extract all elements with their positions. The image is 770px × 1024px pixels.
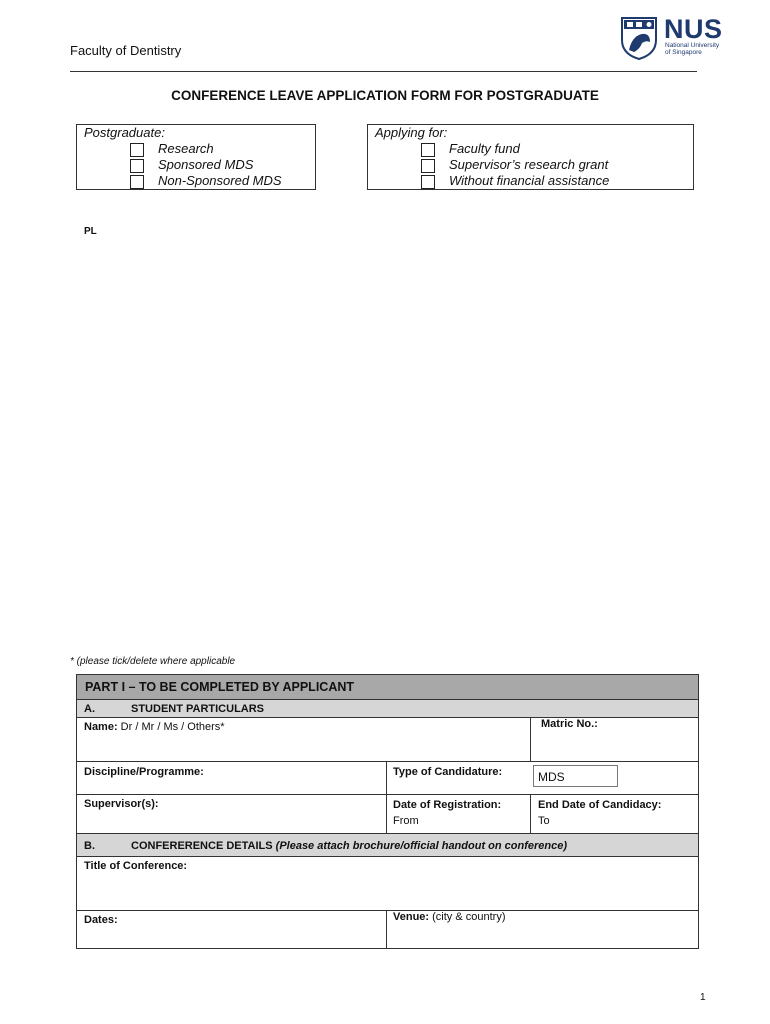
conference-title-label: Title of Conference: [84,860,188,872]
divider [77,794,698,795]
section-b-title: CONFERERENCE DETAILS [131,840,273,852]
nus-logo [620,16,740,64]
section-a-title: STUDENT PARTICULARS [131,703,265,715]
venue-label: Venue: [393,911,430,923]
name-field[interactable] [84,721,225,733]
option-label: Research [158,141,214,156]
venue-hint: (city & country) [429,911,506,923]
postgraduate-heading: Postgraduate: [84,125,165,140]
divider [386,761,387,833]
option-label: Supervisor’s research grant [449,157,609,172]
logo-wordmark: NUS [664,14,723,44]
divider [77,910,698,911]
divider [530,717,531,761]
discipline-label: Discipline/Programme: [84,766,204,778]
faculty-fund-checkbox[interactable] [421,143,435,157]
part1-header-text: PART I – TO BE COMPLETED BY APPLICANT [85,680,355,694]
supervisor-grant-checkbox[interactable] [421,159,435,173]
registration-label: Date of Registration: [393,799,502,811]
candidacy-label: End Date of Candidacy: [538,799,662,811]
option-label: Sponsored MDS [158,157,254,172]
divider [77,761,698,762]
supervisor-label: Supervisor(s): [84,798,159,810]
section-a-letter: A. [84,703,95,715]
without-financial-checkbox[interactable] [421,175,435,189]
registration-from: From [393,815,419,827]
non-sponsored-mds-checkbox[interactable] [130,175,144,189]
faculty-name: Faculty of Dentistry [70,43,182,58]
nus-crest-icon [620,16,658,60]
name-titles: Dr / Mr / Ms / Others* [117,721,225,733]
candidature-label: Type of Candidature: [393,766,503,778]
section-b-heading [131,840,567,852]
logo-subtitle-line2: of Singapore [665,49,702,56]
option-label: Non-Sponsored MDS [158,173,282,188]
research-checkbox[interactable] [130,143,144,157]
tick-note: * (please tick/delete where applicable [70,656,236,667]
form-title: CONFERENCE LEAVE APPLICATION FORM FOR POSTGRADUATE [171,88,599,103]
page-number: 1 [700,992,706,1003]
logo-subtitle-line1: National University [665,42,720,49]
matric-label: Matric No.: [541,718,598,730]
section-b-note: (Please attach brochure/official handout on conference) [272,840,568,852]
pl-label: PL [84,226,97,237]
divider [386,910,387,948]
postgraduate-box [76,124,316,190]
option-label: Without financial assistance [449,173,610,188]
applying-heading: Applying for: [375,125,448,140]
section-b-letter: B. [84,840,95,852]
option-label: Faculty fund [449,141,520,156]
candidature-value: MDS [538,770,565,784]
candidature-value-field[interactable] [533,765,618,787]
sponsored-mds-checkbox[interactable] [130,159,144,173]
header-rule [70,71,697,72]
divider [530,794,531,833]
applying-for-box [367,124,694,190]
name-label: Name: [84,721,118,733]
part1-header [77,675,698,700]
candidacy-to: To [538,815,550,827]
dates-label: Dates: [84,914,118,926]
venue-field[interactable] [393,911,505,923]
